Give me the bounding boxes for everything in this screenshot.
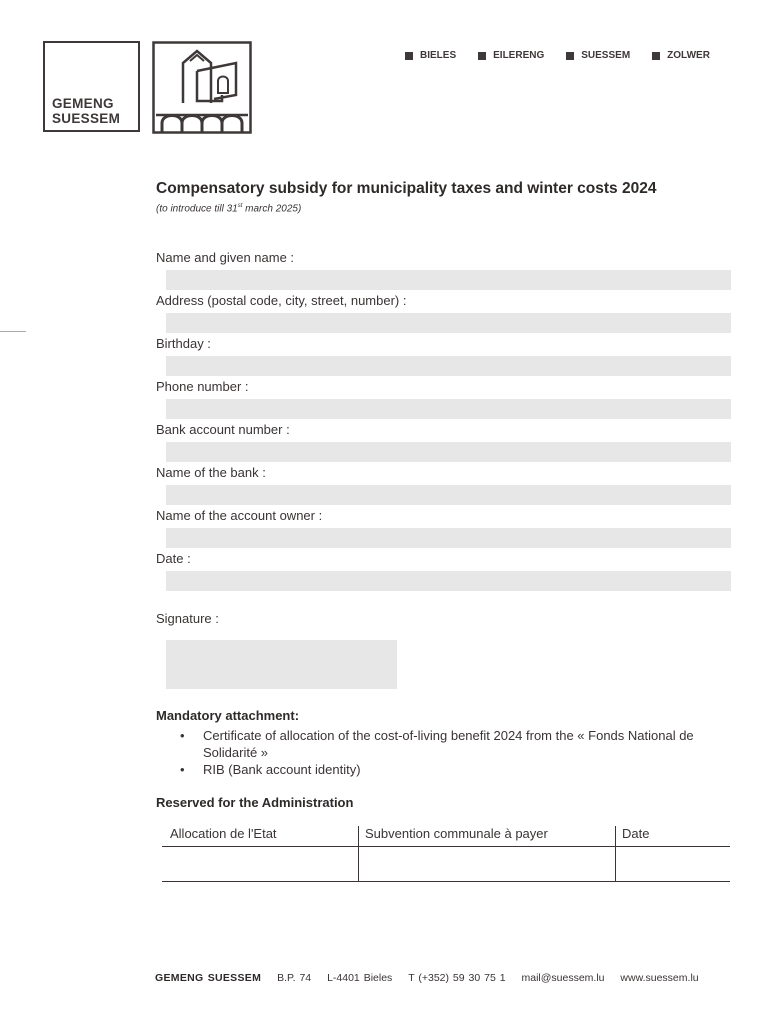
field-label-phone: Phone number : xyxy=(156,379,249,394)
bank-name-field[interactable] xyxy=(166,485,731,505)
nav-item-eilereng: EILERENG xyxy=(478,50,544,61)
form-title: Compensatory subsidy for municipality taxes and winter costs 2024 xyxy=(156,180,657,197)
attachments-list xyxy=(178,727,698,778)
bullet-icon: • xyxy=(180,728,185,743)
footer-po-box: B.P. 74 xyxy=(277,972,312,984)
list-item: • RIB (Bank account identity) xyxy=(180,762,361,777)
bank-account-field[interactable] xyxy=(166,442,731,462)
field-label-name: Name and given name : xyxy=(156,250,295,265)
bullet-icon: • xyxy=(180,762,185,777)
square-bullet-icon xyxy=(652,52,660,60)
footer-city: L-4401 Bieles xyxy=(327,972,393,984)
table-header-row xyxy=(162,826,730,847)
attachments-heading: Mandatory attachment: xyxy=(156,708,300,723)
square-bullet-icon xyxy=(405,52,413,60)
column-header-date: Date xyxy=(616,826,731,847)
field-label-address: Address (postal code, city, street, number) : xyxy=(156,293,407,308)
birthday-field[interactable] xyxy=(166,356,731,376)
field-label-signature: Signature : xyxy=(156,611,219,626)
nav-item-bieles: BIELES xyxy=(405,50,456,61)
logo-line-2: SUESSEM xyxy=(52,111,121,126)
signature-field[interactable] xyxy=(166,640,397,689)
admin-table xyxy=(162,826,730,882)
municipality-emblem-icon xyxy=(152,41,252,134)
footer-email: mail@suessem.lu xyxy=(521,972,605,984)
fold-mark xyxy=(0,331,26,332)
date-cell xyxy=(616,847,731,882)
field-label-account-owner: Name of the account owner : xyxy=(156,508,323,523)
phone-field[interactable] xyxy=(166,399,731,419)
municipality-logo-text xyxy=(52,96,120,126)
table-row xyxy=(162,847,730,882)
logo-line-1: GEMENG xyxy=(52,96,114,111)
locality-nav xyxy=(405,50,710,61)
field-label-birthday: Birthday : xyxy=(156,336,211,351)
account-owner-field[interactable] xyxy=(166,528,731,548)
date-field[interactable] xyxy=(166,571,731,591)
subsidy-cell xyxy=(359,847,616,882)
admin-heading: Reserved for the Administration xyxy=(156,795,354,810)
footer-phone: T (+352) 59 30 75 1 xyxy=(408,972,506,984)
list-item: • Certificate of allocation of the cost-of-living benefit 2024 from the « Fonds National de Solidarité » xyxy=(180,728,694,760)
column-header-subsidy: Subvention communale à payer xyxy=(359,826,616,847)
nav-item-suessem: SUESSEM xyxy=(566,50,630,61)
footer-contact xyxy=(155,972,699,984)
name-field[interactable] xyxy=(166,270,731,290)
square-bullet-icon xyxy=(478,52,486,60)
nav-item-zolwer: ZOLWER xyxy=(652,50,710,61)
form-deadline: (to introduce till 31st march 2025) xyxy=(156,203,302,215)
footer-website: www.suessem.lu xyxy=(620,972,699,984)
square-bullet-icon xyxy=(566,52,574,60)
field-label-bank-account: Bank account number : xyxy=(156,422,290,437)
field-label-date: Date : xyxy=(156,551,191,566)
allocation-cell xyxy=(162,847,359,882)
footer-name: GEMENG SUESSEM xyxy=(155,972,262,984)
column-header-allocation: Allocation de l'Etat xyxy=(162,826,359,847)
address-field[interactable] xyxy=(166,313,731,333)
field-label-bank-name: Name of the bank : xyxy=(156,465,266,480)
